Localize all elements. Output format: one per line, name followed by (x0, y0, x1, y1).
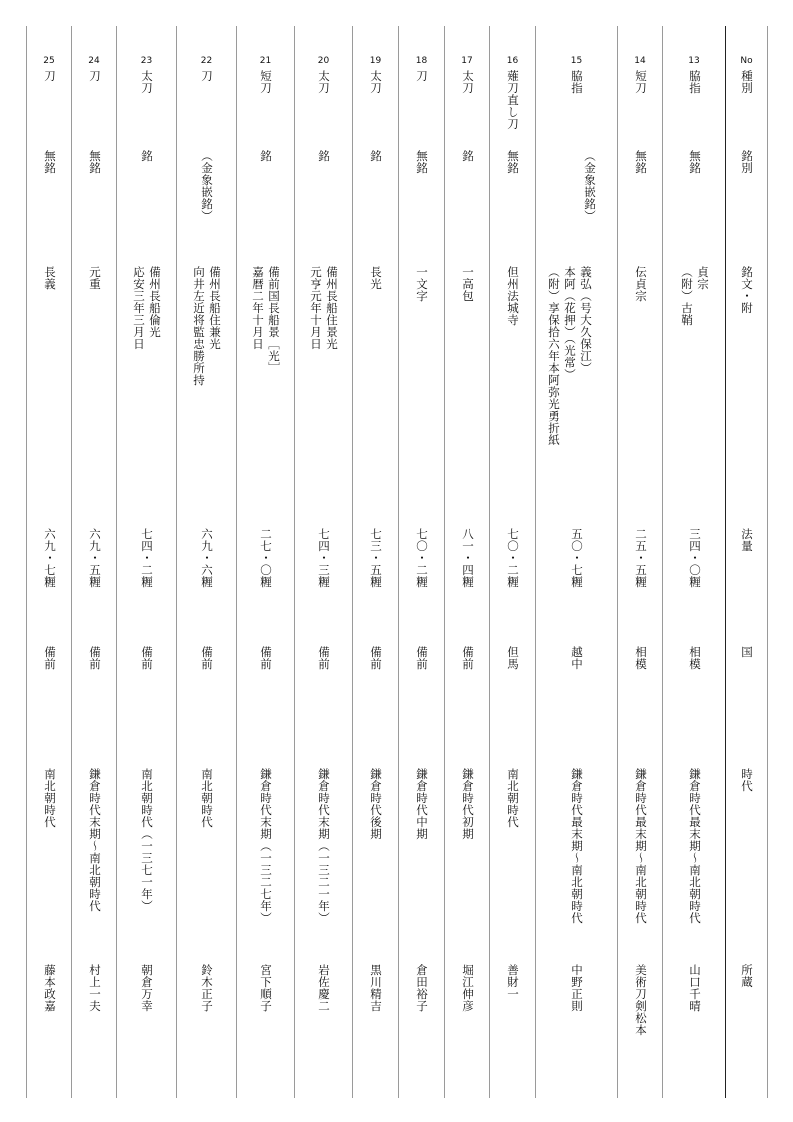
row-length: 七〇・二糎 (415, 528, 429, 588)
table-row (444, 26, 489, 1098)
header-length: 法量 (740, 528, 754, 552)
inscription-line: 備州長船住景光 (325, 266, 339, 350)
row-inscription: 元重 (88, 266, 102, 290)
row-owner: 倉田裕子 (415, 964, 429, 1012)
row-signature: 無銘 (415, 150, 429, 174)
row-owner: 村上一夫 (88, 964, 102, 1012)
table-row (176, 26, 236, 1098)
row-owner: 朝倉万幸 (140, 964, 154, 1012)
row-province: 備前 (415, 646, 429, 670)
row-length: 三四・〇糎 (688, 528, 702, 588)
inscription-line: 貞宗 (696, 266, 710, 290)
inscription-line: 本阿（花押）（光常） (563, 266, 577, 381)
row-type: 脇指 (570, 70, 584, 94)
row-inscription (308, 266, 340, 386)
inscription-line: 備州長船倫光 (148, 266, 162, 338)
row-signature: 銘 (369, 150, 383, 162)
row-no: 13 (688, 56, 700, 66)
row-province: 但馬 (506, 646, 520, 670)
row-signature: 銘 (461, 150, 475, 162)
inscription-line: 義弘（号大久保江） (579, 266, 593, 374)
inscription-line: 備前国長船景［光］ (267, 266, 281, 374)
row-no: 17 (461, 56, 473, 66)
row-type: 刀 (415, 70, 429, 82)
header-column (725, 26, 767, 1098)
row-length: 七〇・二糎 (506, 528, 520, 588)
row-owner: 黒川精吉 (369, 964, 383, 1012)
row-inscription: 長義 (43, 266, 57, 290)
row-era: 鎌倉時代末期～南北朝時代 (88, 768, 102, 912)
row-length: 五〇・七糎 (570, 528, 584, 588)
row-owner: 堀江伸彦 (461, 964, 475, 1012)
row-era: 鎌倉時代末期（一三二七年） (259, 768, 273, 924)
row-inscription (679, 266, 711, 356)
row-type: 刀 (200, 70, 214, 82)
row-province: 備前 (317, 646, 331, 670)
row-no: 22 (200, 56, 213, 66)
row-era: 南北朝時代（一三七一年） (140, 768, 154, 912)
row-no: 25 (43, 56, 55, 66)
row-signature: 無銘 (506, 150, 520, 174)
row-province: 備前 (140, 646, 154, 670)
row-length: 二五・五糎 (634, 528, 648, 588)
row-province: 備前 (43, 646, 57, 670)
row-era: 南北朝時代 (506, 768, 520, 828)
row-length: 六九・五糎 (88, 528, 102, 588)
row-signature: 銘 (317, 150, 331, 162)
header-signature: 銘別 (740, 150, 754, 174)
row-signature: 銘 (140, 150, 154, 162)
row-era: 南北朝時代 (200, 768, 214, 828)
row-province: 備前 (461, 646, 475, 670)
row-owner: 善財一 (506, 964, 520, 1000)
row-signature: （金象嵌銘） (200, 150, 214, 222)
table-row (662, 26, 725, 1098)
row-inscription (131, 266, 163, 376)
row-no: 21 (259, 56, 272, 66)
row-province: 備前 (369, 646, 383, 670)
row-inscription: 伝貞宗 (634, 266, 648, 302)
inscription-line: 嘉暦二年十月日 (251, 266, 265, 350)
header-era: 時代 (740, 768, 754, 792)
row-no: 16 (506, 56, 519, 66)
row-type: 短刀 (259, 70, 273, 94)
table-row (26, 26, 71, 1098)
row-owner: 美術刀剣松本 (634, 964, 648, 1036)
row-no: 15 (570, 56, 583, 66)
row-length: 六九・七糎 (43, 528, 57, 588)
row-length: 六九・六糎 (200, 528, 214, 588)
row-type: 太刀 (140, 70, 154, 94)
row-owner: 宮下順子 (259, 964, 273, 1012)
row-inscription: 長光 (369, 266, 383, 290)
table-row (489, 26, 535, 1098)
row-inscription (546, 266, 594, 466)
table-row (71, 26, 116, 1098)
row-signature: （金象嵌銘） (583, 150, 597, 222)
row-inscription: 一文字 (415, 266, 429, 302)
table-right-border (767, 26, 768, 1098)
header-type: 種別 (740, 70, 754, 94)
row-type: 太刀 (317, 70, 331, 94)
header-no: No (740, 56, 753, 66)
row-length: 二七・〇糎 (259, 528, 273, 588)
table-row (352, 26, 398, 1098)
row-province: 越中 (570, 646, 584, 670)
row-type: 短刀 (634, 70, 648, 94)
row-province: 相模 (688, 646, 702, 670)
row-length: 八一・四糎 (461, 528, 475, 588)
row-type: 太刀 (461, 70, 475, 94)
header-inscription: 銘文・附 (740, 266, 754, 314)
row-owner: 藤本政嘉 (43, 964, 57, 1012)
inscription-line: 備州長船住兼光 (208, 266, 222, 350)
inscription-line: 応安三年三月日 (132, 266, 146, 350)
row-length: 七四・三糎 (317, 528, 331, 588)
row-inscription (250, 266, 282, 396)
row-no: 20 (317, 56, 330, 66)
inscription-line: （附）古鞘 (680, 266, 694, 326)
row-signature: 無銘 (43, 150, 57, 174)
row-era: 鎌倉時代最末期～南北朝時代 (570, 768, 584, 924)
inscription-line: 向井左近将監忠勝所持 (192, 266, 206, 386)
table-row (294, 26, 352, 1098)
row-type: 太刀 (369, 70, 383, 94)
row-no: 18 (415, 56, 428, 66)
inscription-line: 元亨元年十月日 (309, 266, 323, 350)
row-type: 刀 (88, 70, 102, 82)
table-row (116, 26, 176, 1098)
row-length: 七三・五糎 (369, 528, 383, 588)
row-era: 鎌倉時代最末期～南北朝時代 (634, 768, 648, 924)
row-type: 薙刀直し刀 (506, 70, 520, 130)
row-era: 鎌倉時代中期 (415, 768, 429, 840)
row-province: 備前 (259, 646, 273, 670)
row-era: 鎌倉時代初期 (461, 768, 475, 840)
row-inscription (191, 266, 223, 426)
row-inscription: 一高包 (461, 266, 475, 302)
inscription-line: （附）享保拾六年本阿弥光勇折紙 (547, 266, 561, 446)
row-owner: 中野正則 (570, 964, 584, 1012)
row-province: 備前 (200, 646, 214, 670)
row-signature: 銘 (259, 150, 273, 162)
table-row (535, 26, 617, 1098)
row-length: 七四・二糎 (140, 528, 154, 588)
row-province: 相模 (634, 646, 648, 670)
row-era: 鎌倉時代後期 (369, 768, 383, 840)
row-signature: 無銘 (88, 150, 102, 174)
table-row (617, 26, 662, 1098)
row-owner: 鈴木正子 (200, 964, 214, 1012)
row-inscription: 但州法城寺 (506, 266, 520, 326)
row-owner: 岩佐慶二 (317, 964, 331, 1012)
row-type: 脇指 (688, 70, 702, 94)
row-signature: 無銘 (634, 150, 648, 174)
header-owner: 所蔵 (740, 964, 754, 988)
row-era: 南北朝時代 (43, 768, 57, 828)
row-no: 14 (634, 56, 646, 66)
row-signature: 無銘 (688, 150, 702, 174)
row-owner: 山口千晴 (688, 964, 702, 1012)
row-no: 23 (140, 56, 153, 66)
row-era: 鎌倉時代最末期～南北朝時代 (688, 768, 702, 924)
row-type: 刀 (43, 70, 57, 82)
row-province: 備前 (88, 646, 102, 670)
header-province: 国 (740, 646, 754, 658)
row-era: 鎌倉時代末期（一三二一年） (317, 768, 331, 924)
table-row (236, 26, 294, 1098)
row-no: 19 (369, 56, 382, 66)
table-row (398, 26, 444, 1098)
row-no: 24 (88, 56, 100, 66)
